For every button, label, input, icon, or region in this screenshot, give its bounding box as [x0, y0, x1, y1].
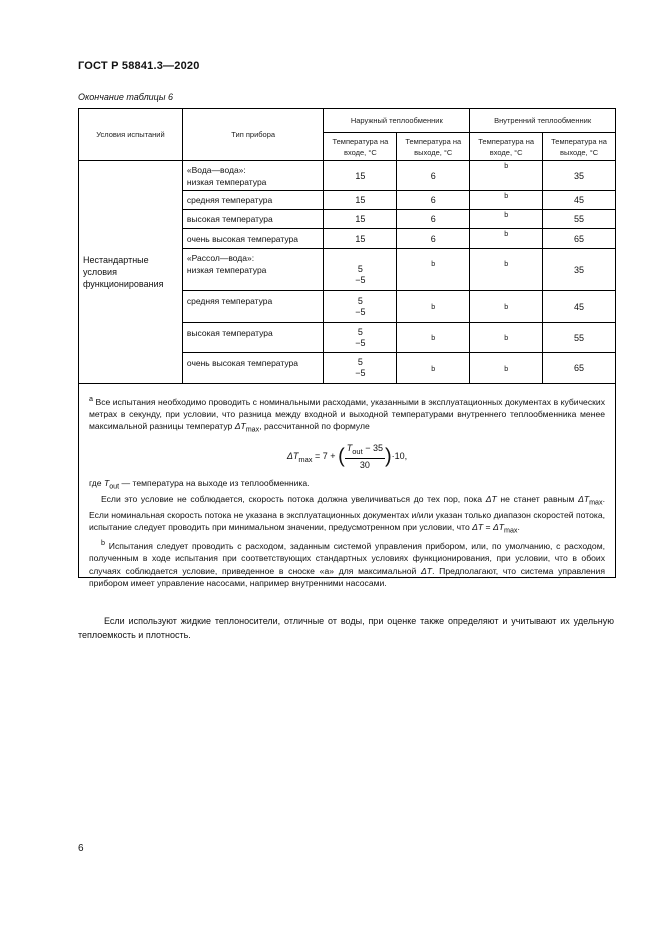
condition-text-3: . Если номинальная скорость потока не указана в эксплуатационных документах и/или указан только диапазон скоростей потока, испытание следует проводить при минимальном значении, предусмотренном при условии, что — [89, 494, 605, 533]
header-inner-exchanger: Внутренний теплообменник — [470, 109, 616, 133]
footnote-b-mark: b — [101, 539, 105, 548]
outer-outlet-cell: b — [397, 323, 470, 353]
outer-outlet-cell: 6 — [397, 210, 470, 229]
header-conditions: Условия испытаний — [79, 109, 183, 161]
outer-inlet-cell: 15 — [324, 229, 397, 249]
outer-outlet-cell: 6 — [397, 161, 470, 191]
outer-inlet-value-1: 5 — [357, 263, 363, 274]
delta-t-max-symbol: ΔT — [578, 494, 590, 505]
page-number: 6 — [78, 843, 84, 854]
header-inner-inlet: Температура на входе, °С — [470, 133, 543, 161]
footnote-b — [89, 537, 605, 589]
outer-inlet-cell — [324, 249, 397, 291]
condition-text-4: . — [517, 522, 520, 533]
delta-t-symbol: ΔT — [472, 522, 484, 533]
inner-outlet-cell: 65 — [543, 353, 616, 384]
delta-t-symbol: ΔT — [485, 494, 497, 505]
formula-fraction — [345, 442, 385, 471]
outer-outlet-cell: b — [397, 291, 470, 323]
table-caption: Окончание таблицы 6 — [78, 92, 173, 102]
fraction-denominator: 30 — [359, 460, 370, 471]
group-label-brine: «Рассол—вода»: — [186, 253, 255, 263]
outer-inlet-cell: 15 — [324, 191, 397, 210]
inner-outlet-cell: 65 — [543, 229, 616, 249]
paren-close: ) — [384, 445, 392, 468]
device-type-cell — [182, 249, 324, 291]
device-type-cell — [182, 161, 324, 191]
device-type-cell: средняя температура — [182, 291, 324, 323]
footnote-b-text: Испытания следует проводить с расходом, заданным системой управления прибором, или, по умолчанию, с расходом, полученным в ходе испытания при соответствующих стандартных условиях функционирования, при условии, что в обоих случаях соблюдается условие, приведенное в сноске «а» для максимальной — [89, 541, 605, 576]
inner-outlet-cell: 45 — [543, 291, 616, 323]
inner-outlet-cell: 45 — [543, 191, 616, 210]
condition-text-2: не станет равным — [496, 494, 579, 505]
where-line — [89, 477, 605, 493]
formula-eq: = 7 + — [312, 451, 339, 462]
delta-t-symbol: ΔT — [234, 421, 246, 432]
outer-outlet-cell: 6 — [397, 229, 470, 249]
footnote-a — [89, 393, 605, 436]
outer-inlet-value-2: −5 — [355, 337, 366, 348]
inner-inlet-cell: b — [470, 229, 543, 249]
header-outer-outlet: Температура на выходе, °С — [397, 133, 470, 161]
footnote-a-text-end: , рассчитанной по формуле — [259, 421, 370, 432]
document-code: ГОСТ Р 58841.3—2020 — [78, 60, 200, 72]
body-paragraph: Если используют жидкие теплоносители, отличные от воды, при оценке также определяют и учитывают их удельную теплоемкость и плотность. — [78, 616, 614, 640]
formula-tail: ·10, — [391, 451, 408, 462]
out-subscript: out — [109, 483, 120, 492]
footnote-a-text: Все испытания необходимо проводить с номинальными расходами, указанными в эксплуатационных документах в кубических метрах в секунду, при условии, что разница между входной и выходной температурами внутреннего теплообменника менее максимальной разницы температур — [89, 396, 605, 432]
delta-t-max-symbol: ΔT — [492, 522, 504, 533]
fraction-numerator — [345, 442, 385, 459]
outer-inlet-cell — [324, 353, 397, 384]
device-type-label: низкая температура — [186, 176, 267, 187]
paren-open: ( — [338, 445, 345, 468]
inner-inlet-cell: b — [470, 353, 543, 384]
outer-outlet-cell: b — [397, 353, 470, 384]
formula-lhs-sub: max — [298, 454, 313, 464]
max-subscript: max — [503, 527, 518, 536]
formula-lhs: ΔT — [286, 451, 299, 462]
outer-inlet-value-1: 5 — [357, 357, 363, 367]
conditions-cell: Нестандартные условия функционирования — [79, 161, 183, 384]
outer-inlet-cell — [324, 323, 397, 353]
device-type-cell: высокая температура — [182, 323, 324, 353]
inner-outlet-cell: 35 — [543, 249, 616, 291]
footnote-a-mark: a — [89, 395, 93, 403]
device-type-cell: высокая температура — [182, 210, 324, 229]
numerator-symbol: T — [346, 443, 353, 454]
condition-paragraph: Если это условие не соблюдается, скорость потока должна увеличиваться до тех пор, пока ΔT не станет равным $\Delta T_{max}$. Если номинальная скорость потока не указана в эксплуатационных документах и/или указан только диапазон скоростей потока, испытание следует проводить при минимальном значении, предусмотренном при условии, что $\Delta T = \Delta T_{max}$. — [89, 494, 605, 536]
where-prefix: где — [89, 478, 104, 489]
max-subscript: max — [589, 499, 603, 508]
outer-inlet-cell: 15 — [324, 210, 397, 229]
outer-inlet-value-2: −5 — [355, 306, 366, 317]
max-subscript: max — [245, 425, 260, 434]
inner-outlet-cell: 35 — [543, 161, 616, 191]
device-type-cell: очень высокая температура — [182, 353, 324, 384]
header-outer-inlet: Температура на входе, °С — [324, 133, 397, 161]
outer-inlet-cell — [324, 291, 397, 323]
formula — [89, 442, 605, 471]
header-outer-exchanger: Наружный теплообменник — [324, 109, 470, 133]
footnote-b-text-end: . Предполагают, что система управления прибором имеет управление насосами, например внутренними насосами. — [89, 565, 606, 588]
inner-outlet-cell: 55 — [543, 323, 616, 353]
numerator-sub: out — [352, 446, 363, 456]
header-inner-outlet: Температура на выходе, °С — [543, 133, 616, 161]
inner-outlet-cell: 55 — [543, 210, 616, 229]
group-label-water: «Вода—вода»: — [186, 164, 246, 175]
t-out-symbol: T — [103, 478, 110, 489]
device-type-cell: очень высокая температура — [182, 229, 324, 249]
outer-inlet-value-2: −5 — [355, 368, 366, 378]
inner-inlet-cell: b — [470, 323, 543, 353]
device-type-cell: средняя температура — [182, 191, 324, 210]
device-type-label: низкая температура — [186, 265, 267, 275]
inner-inlet-cell: b — [470, 210, 543, 229]
outer-inlet-cell: 15 — [324, 161, 397, 191]
numerator-rest: − 35 — [362, 443, 383, 454]
outer-inlet-value-1: 5 — [357, 295, 363, 306]
inner-inlet-cell: b — [470, 161, 543, 191]
inner-inlet-cell: b — [470, 291, 543, 323]
condition-text-1: Если это условие не соблюдается, скорость потока должна увеличиваться до тех пор, пока — [101, 494, 486, 505]
inner-inlet-cell: b — [470, 191, 543, 210]
table-6 — [78, 108, 616, 588]
delta-t-symbol: ΔT — [421, 565, 433, 576]
table-row — [79, 161, 616, 191]
outer-outlet-cell: b — [397, 249, 470, 291]
outer-inlet-value-2: −5 — [355, 274, 366, 285]
data-table — [78, 108, 616, 384]
header-device-type: Тип прибора — [182, 109, 324, 161]
outer-outlet-cell: 6 — [397, 191, 470, 210]
outer-inlet-value-1: 5 — [357, 326, 363, 337]
where-suffix: — температура на выходе из теплообменника. — [119, 478, 310, 489]
inner-inlet-cell: b — [470, 249, 543, 291]
table-footnotes — [79, 387, 615, 589]
